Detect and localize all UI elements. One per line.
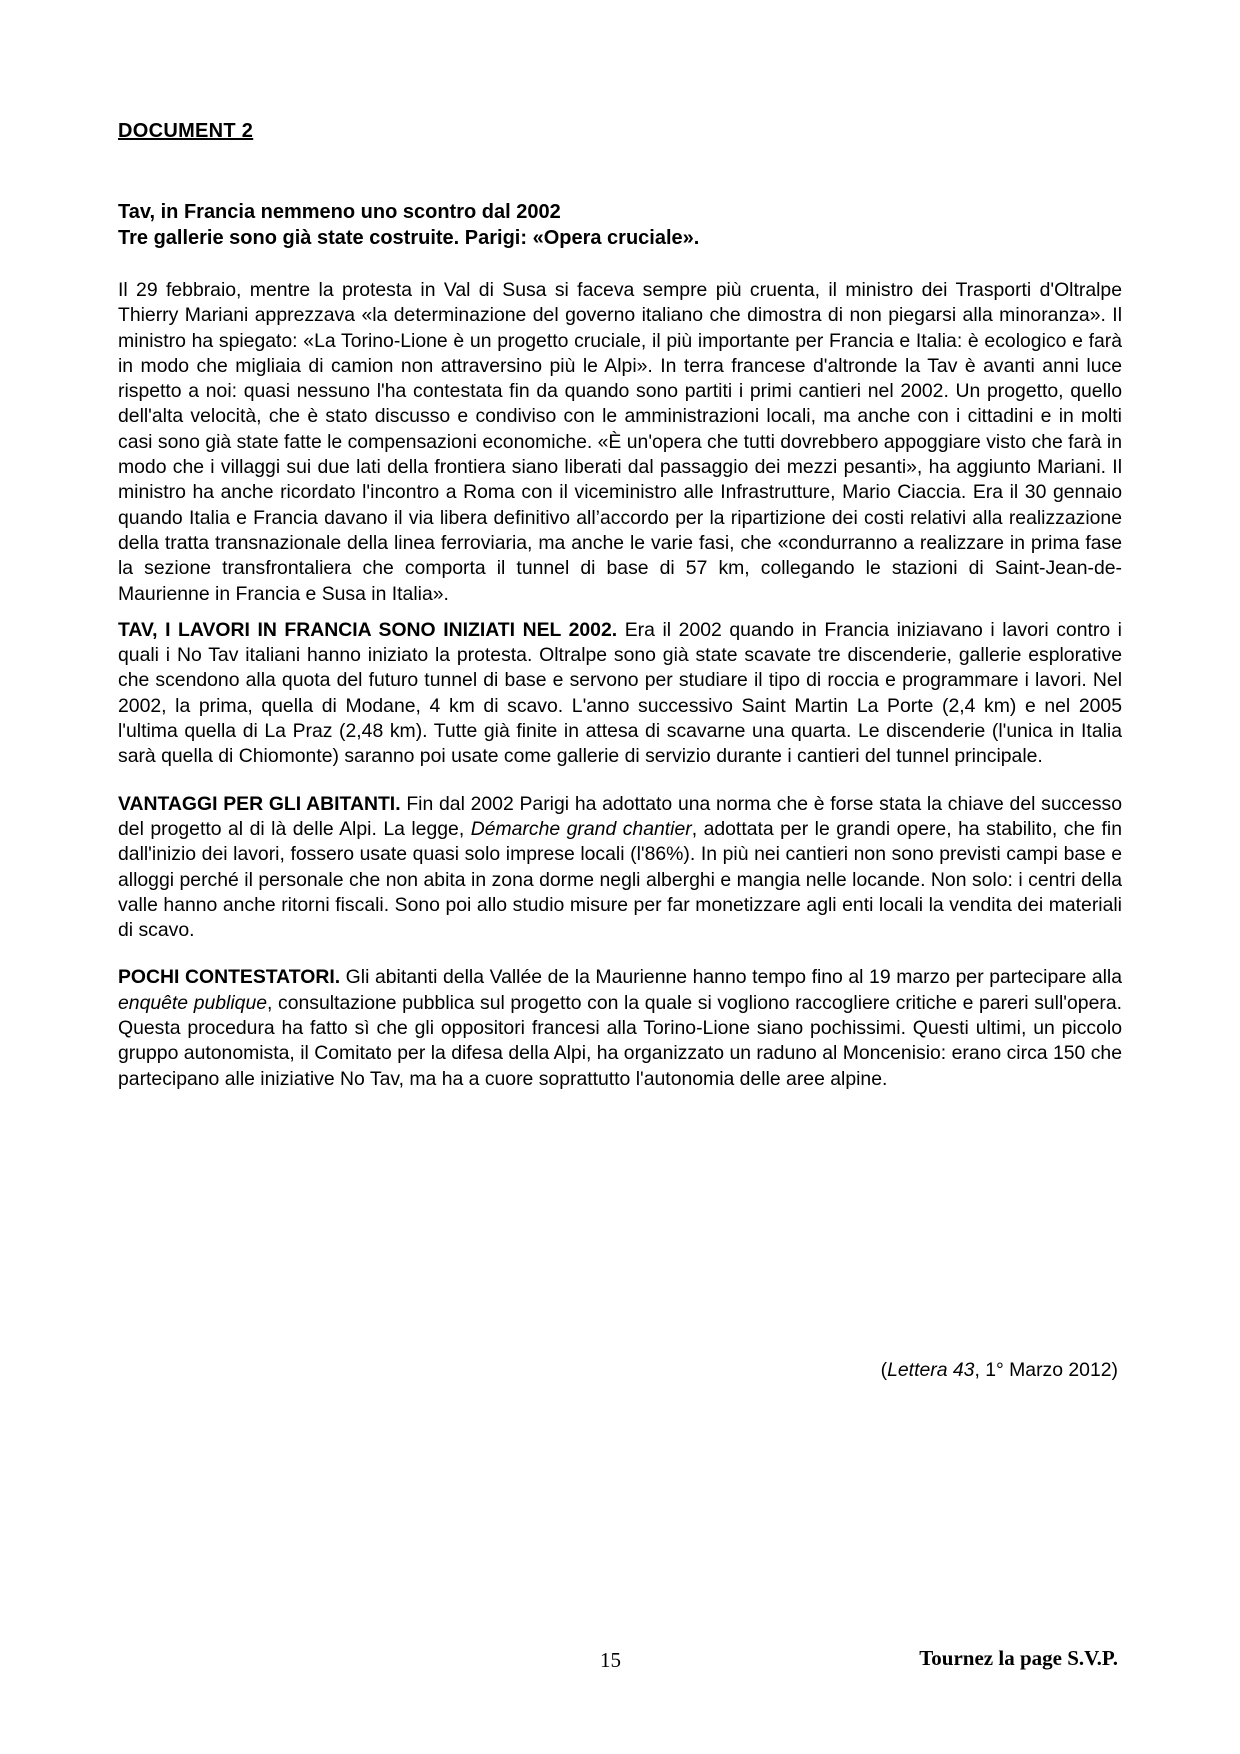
paragraph-text: Era il 2002 quando in Francia iniziavano i lavori contro i quali i No Tav italiani hanno iniziato la protesta. Oltralpe sono già state scavate tre discenderie, gallerie esplorative che scendono alla quota del futuro tunnel di base e servono per studiare il tipo di roccia e programmare i lavori. Nel 2002, la prima, quella di Modane, 4 km di scavo. L'anno successivo Saint Martin La Porte (2,4 km) e nel 2005 l'ultima quella di La Praz (2,48 km). Tutte già finite in attesa di scavarne una quarta. Le discenderie (l'unica in Italia sarà quella di Chiomonte) saranno poi usate come gallerie di servizio durante i cantieri del tunnel principale. <box>118 618 1122 768</box>
source-name: Lettera 43 <box>887 1359 975 1381</box>
paragraph-text: Fin dal 2002 Parigi ha adottato una norma che è forse stata la chiave del successo del progetto al di là delle Alpi. La legge, <box>118 792 1122 840</box>
section-heading: VANTAGGI PER GLI ABITANTI. <box>118 792 401 815</box>
turn-page-note: Tournez la page S.V.P. <box>919 1646 1118 1670</box>
law-name: Démarche grand chantier <box>470 817 692 840</box>
paragraph-text: , consultazione pubblica sul progetto con la quale si vogliono raccogliere critiche e pareri sull'opera. Questa procedura ha fatto sì che gli oppositori francesi alla Torino-Lione siano pochissimi. Questi ultimi, un piccolo gruppo autonomista, il Comitato per la difesa della Alpi, ha organizzato un raduno al Moncenisio: erano circa 150 che partecipano alle iniziative No Tav, ma ha a cuore soprattutto l'autonomia delle aree alpine. <box>118 991 1122 1090</box>
headline-subtitle: Tre gallerie sono già state costruite. Parigi: «Opera cruciale». <box>118 227 700 249</box>
paragraph-text: Il 29 febbraio, mentre la protesta in Val di Susa si faceva sempre più cruenta, il ministro dei Trasporti d'Oltralpe Thierry Mariani apprezzava «la determinazione del governo italiano che dimostra di non piegarsi alla minoranza». Il ministro ha spiegato: «La Torino-Lione è un progetto cruciale, il più importante per Francia e Italia: è ecologico e farà in modo che migliaia di camion non attraversino più le Alpi». In terra francese d'altronde la Tav è avanti anni luce rispetto a noi: quasi nessuno l'ha contestata fin da quando sono partiti i primi cantieri nel 2002. Un progetto, quello dell'alta velocità, che è stato discusso e condiviso con le amministrazioni locali, ma anche con i cittadini e in molti casi sono già state fatte le compensazioni economiche. «È un'opera che tutti dovrebbero appoggiare visto che farà in modo che i villaggi sui due lati della frontiera siano liberati dal passaggio dei mezzi pesanti», ha aggiunto Mariani. Il ministro ha anche ricordato l'incontro a Roma con il viceministro alle Infrastrutture, Mario Ciaccia. Era il 30 gennaio quando Italia e Francia davano il via libera definitivo all’accordo per la ripartizione dei costi relativi alla realizzazione della tratta transnazionale della linea ferroviaria, ma anche le varie fasi, che «condurranno a realizzare in prima fase la sezione transfrontaliera che comporta il tunnel di base di 57 km, collegando le stazioni di Saint-Jean-de-Maurienne in Francia e Susa in Italia». <box>118 279 1123 605</box>
paragraph-vantaggi <box>118 792 1122 944</box>
paragraph-intro <box>118 278 1122 607</box>
procedure-name: enquête publique <box>118 991 268 1014</box>
article-headline <box>118 199 1123 251</box>
page-number: 15 <box>600 1648 621 1672</box>
paragraph-text: , adottata per le grandi opere, ha stabilito, che fin dall'inizio dei lavori, fossero usate quasi solo imprese locali (l'86%). In più nei cantieri non sono previsti campi base e alloggi perché il personale che non abita in zona dorme negli alberghi e mangia nelle locande. Non solo: i centri della valle hanno anche ritorni fiscali. Sono poi allo studio misure per far monetizzare agli enti locali la vendita dei materiali di scavo. <box>118 817 1122 942</box>
paragraph-text: Gli abitanti della Vallée de la Maurienne hanno tempo fino al 19 marzo per partecipare alla <box>340 966 1123 989</box>
section-heading: POCHI CONTESTATORI. <box>118 966 341 989</box>
headline-title: Tav, in Francia nemmeno uno scontro dal 2002 <box>118 201 561 223</box>
section-heading: TAV, I LAVORI IN FRANCIA SONO INIZIATI NEL 2002. <box>118 618 618 641</box>
paragraph-lavori <box>118 618 1122 770</box>
article-body <box>118 278 1122 1092</box>
document-label: DOCUMENT 2 <box>118 120 254 142</box>
paragraph-contestatori <box>118 965 1122 1091</box>
source-citation: (Lettera 43, 1° Marzo 2012) <box>880 1359 1118 1381</box>
